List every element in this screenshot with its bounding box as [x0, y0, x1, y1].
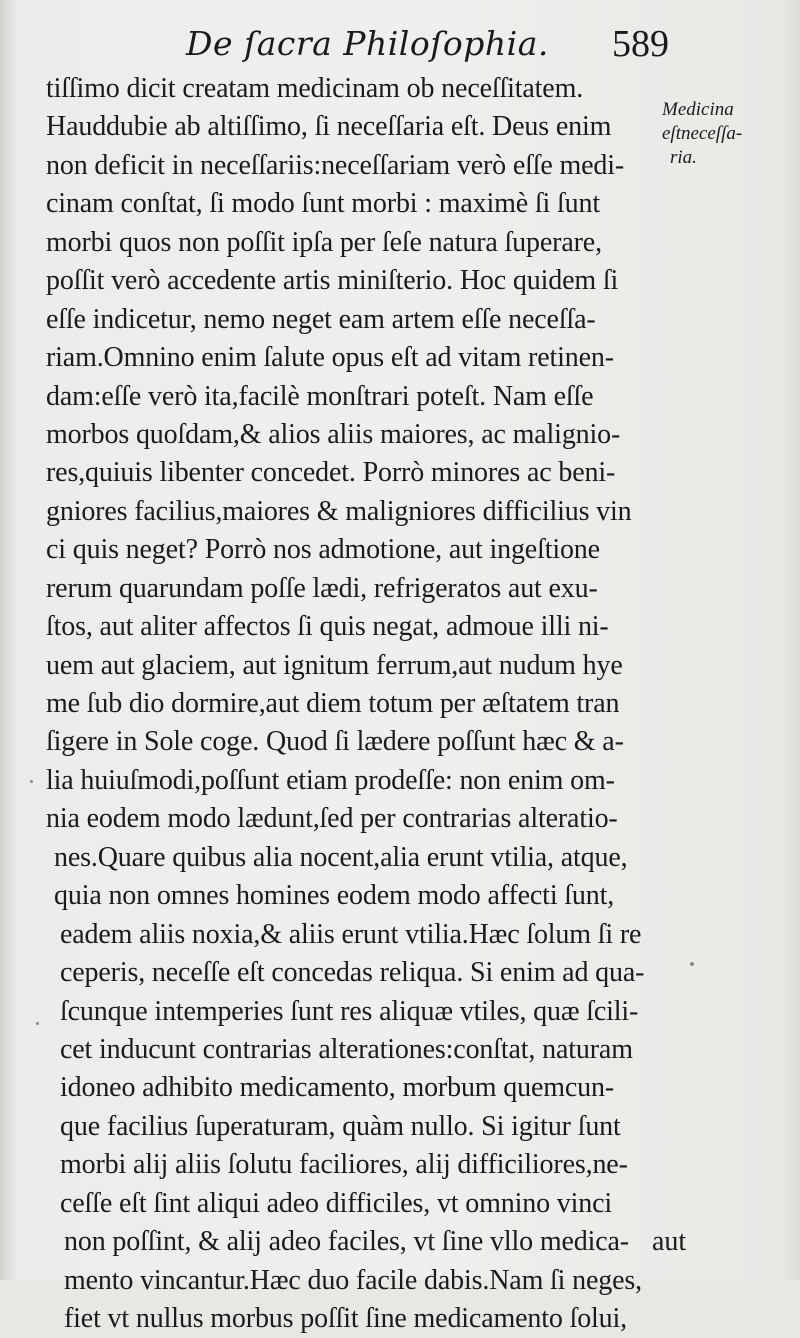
text-line: morbos quoſdam,& alios aliis maiores, ac malignio-	[46, 418, 621, 450]
body-text	[40, 70, 665, 1338]
text-line: nes.Quare quibus alia nocent,alia erunt vtilia, atque,	[54, 841, 628, 873]
marginal-note	[662, 98, 797, 170]
text-line: me ſub dio dormire,aut diem totum per æſtatem tran	[46, 688, 620, 719]
text-line: que facilius ſuperaturam, quàm nullo. Si igitur ſunt	[60, 1110, 621, 1142]
text-line: gniores facilius,maiores & maligniores difficilius vin	[46, 495, 632, 527]
text-line: ceperis, neceſſe eſt concedas reliqua. Si enim ad qua-	[60, 957, 645, 989]
text-line: ceſſe eſt ſint aliqui adeo difficiles, vt omnino vinci	[60, 1187, 613, 1219]
catchword: aut	[652, 1226, 687, 1257]
text-line: lia huiuſmodi,poſſunt etiam prodeſſe: non enim om-	[46, 764, 615, 796]
text-line: morbi quos non poſſit ipſa per ſeſe natura ſuperare,	[46, 226, 602, 258]
text-line: morbi alij aliis ſolutu faciliores, alij difficiliores,ne-	[60, 1149, 628, 1181]
marginal-note-line: eſtneceſſa-	[662, 123, 743, 144]
text-line: non poſſint, & alij adeo faciles, vt ſine vllo medica-	[64, 1226, 629, 1258]
marginal-note-line: Medicina	[662, 99, 734, 120]
page-number: 589	[612, 23, 669, 65]
text-line: non deficit in neceſſariis:neceſſariam verò eſſe medi-	[46, 149, 625, 181]
text-line: fiet vt nullus morbus poſſit ſine medicamento ſolui,	[64, 1303, 628, 1334]
text-line: uem aut glaciem, aut ignitum ferrum,aut nudum hye	[46, 649, 623, 681]
text-line: dam:eſſe verò ita,facilè monſtrari poteſt. Nam eſſe	[46, 380, 594, 412]
text-line: mento vincantur.Hæc duo facile dabis.Nam ſi neges,	[64, 1264, 643, 1296]
text-line: ci quis neget? Porrò nos admotione, aut ingeſtione	[46, 534, 600, 566]
paper-speck	[690, 962, 694, 966]
text-line: riam.Omnino enim ſalute opus eſt ad vitam retinen-	[46, 342, 614, 374]
text-line: eadem aliis noxia,& aliis erunt vtilia.Hæc ſolum ſi re	[60, 918, 642, 950]
paper-speck	[30, 780, 33, 783]
text-line: cinam conſtat, ſi modo ſunt morbi : maximè ſi ſunt	[46, 188, 600, 220]
text-line: eſſe indicetur, nemo neget eam artem eſſe neceſſa-	[46, 303, 596, 335]
text-line: ſigere in Sole coge. Quod ſi lædere poſſunt hæc & a-	[46, 726, 624, 758]
text-line: tiſſimo dicit creatam medicinam ob neceſſitatem.	[46, 73, 584, 104]
text-line: ſtos, aut aliter affectos ſi quis negat, admoue illi ni-	[46, 611, 609, 643]
text-line: poſſit verò accedente artis miniſterio. Hoc quidem ſi	[46, 265, 619, 297]
marginal-note-line: ria.	[670, 147, 697, 168]
text-line: cet inducunt contrarias alterationes:conſtat, naturam	[60, 1033, 633, 1065]
page-header	[0, 18, 800, 74]
text-line: ſcunque intemperies ſunt res aliquæ vtiles, quæ ſcili-	[60, 995, 639, 1027]
paper-speck	[36, 1022, 39, 1025]
text-line: quia non omnes homines eodem modo affecti ſunt,	[54, 880, 615, 912]
text-line: nia eodem modo lædunt,ſed per contrarias alteratio-	[46, 803, 618, 835]
text-line: rerum quarundam poſſe lædi, refrigeratos aut exu-	[46, 572, 598, 604]
running-title: De ſacra Philoſophia.	[186, 24, 549, 63]
text-line: idoneo adhibito medicamento, morbum quemcun-	[60, 1072, 615, 1104]
text-line: Hauddubie ab altiſſimo, ſi neceſſaria eſt. Deus enim	[46, 111, 612, 143]
text-line: res,quiuis libenter concedet. Porrò minores ac beni-	[46, 457, 616, 489]
